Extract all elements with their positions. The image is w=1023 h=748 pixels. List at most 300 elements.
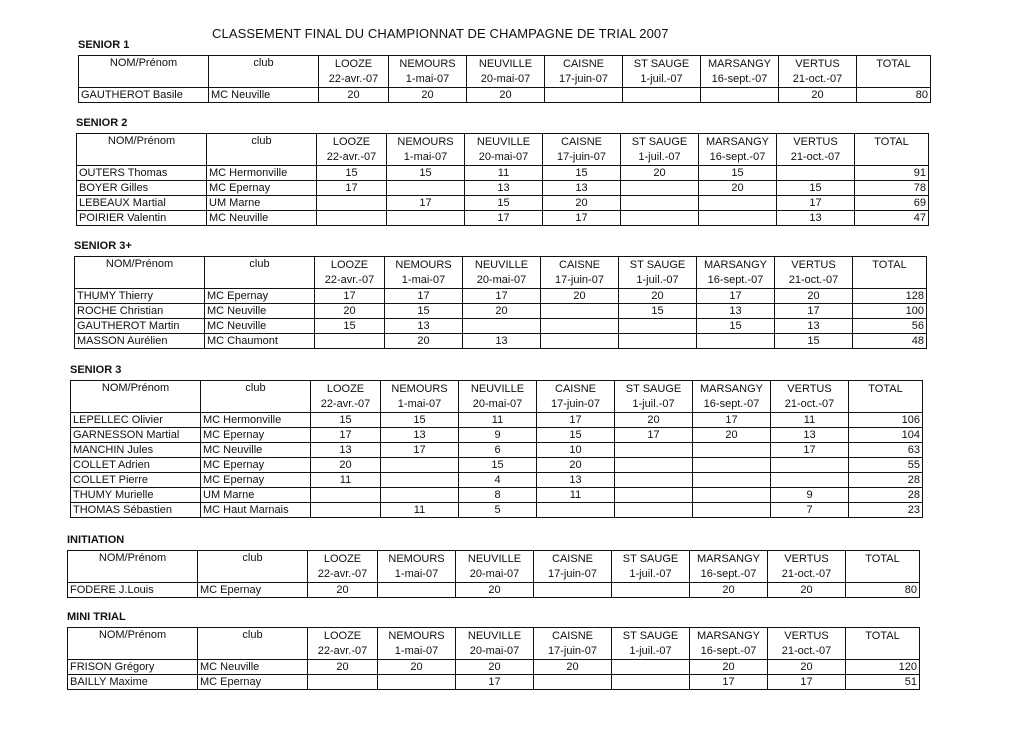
score-cell (381, 473, 459, 488)
header-club: club (205, 257, 315, 289)
rider-name: MANCHIN Jules (71, 443, 201, 458)
event-date: 1-mai-07 (401, 274, 446, 286)
total-cell: 106 (849, 413, 923, 428)
event-name: VERTUS (795, 58, 840, 70)
score-cell: 15 (537, 428, 615, 443)
rider-name: LEPELLEC Olivier (71, 413, 201, 428)
score-cell: 17 (381, 443, 459, 458)
event-name: VERTUS (793, 136, 838, 148)
rider-name: THUMY Murielle (71, 488, 201, 503)
score-cell: 20 (463, 304, 541, 319)
rider-name: MASSON Aurélien (75, 334, 205, 349)
event-name: LOOZE (323, 630, 362, 642)
header-row (68, 628, 920, 660)
rider-name: THUMY Thierry (75, 289, 205, 304)
total-cell: 69 (855, 196, 929, 211)
score-cell: 17 (768, 675, 846, 690)
header-event (768, 551, 846, 583)
score-cell (387, 181, 465, 196)
event-date: 16-sept.-07 (700, 568, 757, 580)
table-row (68, 583, 920, 598)
event-name: CAISNE (555, 383, 596, 395)
event-name: LOOZE (326, 383, 365, 395)
score-cell (315, 334, 385, 349)
total-cell: 104 (849, 428, 923, 443)
rider-club: MC Neuville (205, 304, 315, 319)
total-cell: 28 (849, 473, 923, 488)
score-cell: 20 (775, 289, 853, 304)
event-name: NEUVILLE (474, 259, 529, 271)
section-title: MINI TRIAL (67, 611, 126, 623)
event-name: CAISNE (563, 58, 604, 70)
score-cell: 15 (387, 166, 465, 181)
event-name: MARSANGY (697, 553, 760, 565)
score-cell (545, 88, 623, 103)
total-cell: 120 (846, 660, 920, 675)
header-event (389, 56, 467, 88)
header-event (771, 381, 849, 413)
results-table (74, 256, 927, 349)
event-name: NEMOURS (395, 259, 452, 271)
header-event (378, 551, 456, 583)
header-event (541, 257, 619, 289)
event-name: VERTUS (787, 383, 832, 395)
score-cell: 20 (543, 196, 621, 211)
header-total: TOTAL (853, 257, 927, 289)
header-row (75, 257, 927, 289)
results-table (67, 627, 920, 690)
header-event (699, 134, 777, 166)
total-cell: 78 (855, 181, 929, 196)
score-cell: 20 (541, 289, 619, 304)
event-name: MARSANGY (704, 259, 767, 271)
event-date: 20-mai-07 (480, 73, 531, 85)
header-total: TOTAL (846, 628, 920, 660)
rider-name: GAUTHEROT Basile (79, 88, 209, 103)
rider-club: MC Haut Marnais (201, 503, 311, 518)
header-event (701, 56, 779, 88)
score-cell: 20 (621, 166, 699, 181)
event-name: CAISNE (561, 136, 602, 148)
section-senior-1 (78, 39, 928, 103)
section-title: SENIOR 1 (78, 39, 130, 51)
header-event (775, 257, 853, 289)
table-row (77, 181, 929, 196)
document-title: CLASSEMENT FINAL DU CHAMPIONNAT DE CHAMPAGNE DE TRIAL 2007 (212, 26, 669, 41)
score-cell: 20 (456, 583, 534, 598)
table-row (71, 413, 923, 428)
section-title: INITIATION (67, 534, 125, 546)
rider-name: FODERE J.Louis (68, 583, 198, 598)
header-name: NOM/Prénom (79, 56, 209, 88)
score-cell: 13 (385, 319, 463, 334)
rider-club: MC Epernay (198, 583, 308, 598)
header-event (537, 381, 615, 413)
score-cell: 11 (459, 413, 537, 428)
score-cell: 20 (467, 88, 545, 103)
score-cell (619, 334, 697, 349)
header-event (534, 551, 612, 583)
header-event (623, 56, 701, 88)
header-row (79, 56, 931, 88)
table-row (71, 428, 923, 443)
event-date: 16-sept.-07 (709, 151, 766, 163)
score-cell (615, 503, 693, 518)
rider-club: UM Marne (201, 488, 311, 503)
score-cell: 20 (693, 428, 771, 443)
score-cell: 11 (381, 503, 459, 518)
event-date: 22-avr.-07 (317, 645, 368, 657)
event-date: 22-avr.-07 (317, 568, 368, 580)
event-name: ST SAUGE (631, 136, 688, 148)
header-total: TOTAL (849, 381, 923, 413)
header-event (459, 381, 537, 413)
score-cell (777, 166, 855, 181)
score-cell: 20 (768, 660, 846, 675)
event-name: LOOZE (332, 136, 371, 148)
event-name: CAISNE (552, 630, 593, 642)
event-date: 17-juin-07 (548, 645, 597, 657)
score-cell: 17 (311, 428, 381, 443)
score-cell: 13 (775, 319, 853, 334)
event-date: 21-oct.-07 (788, 274, 839, 286)
results-table (78, 55, 931, 103)
score-cell: 13 (771, 428, 849, 443)
rider-club: MC Neuville (209, 88, 319, 103)
score-cell: 20 (315, 304, 385, 319)
table-row (71, 458, 923, 473)
rider-club: MC Neuville (207, 211, 317, 226)
score-cell: 15 (699, 166, 777, 181)
header-total: TOTAL (846, 551, 920, 583)
score-cell (317, 211, 387, 226)
total-cell: 48 (853, 334, 927, 349)
total-cell: 47 (855, 211, 929, 226)
rider-club: MC Neuville (198, 660, 308, 675)
score-cell (697, 334, 775, 349)
event-name: MARSANGY (697, 630, 760, 642)
event-name: CAISNE (552, 553, 593, 565)
rider-name: BOYER Gilles (77, 181, 207, 196)
score-cell (771, 458, 849, 473)
header-event (308, 628, 378, 660)
score-cell: 15 (317, 166, 387, 181)
event-date: 17-juin-07 (548, 568, 597, 580)
header-name: NOM/Prénom (68, 628, 198, 660)
score-cell: 17 (456, 675, 534, 690)
header-total: TOTAL (857, 56, 931, 88)
event-name: NEMOURS (397, 136, 454, 148)
total-cell: 55 (849, 458, 923, 473)
rider-name: POIRIER Valentin (77, 211, 207, 226)
score-cell: 20 (308, 660, 378, 675)
section-initiation (67, 534, 917, 598)
header-club: club (207, 134, 317, 166)
total-cell: 128 (853, 289, 927, 304)
event-date: 1-juil.-07 (629, 568, 672, 580)
score-cell: 7 (771, 503, 849, 518)
score-cell: 15 (697, 319, 775, 334)
event-date: 1-juil.-07 (640, 73, 683, 85)
header-event (534, 628, 612, 660)
score-cell: 17 (693, 413, 771, 428)
score-cell (699, 196, 777, 211)
score-cell: 17 (771, 443, 849, 458)
score-cell (541, 334, 619, 349)
header-event (768, 628, 846, 660)
event-name: NEUVILLE (476, 136, 531, 148)
header-club: club (201, 381, 311, 413)
header-event (463, 257, 541, 289)
score-cell: 15 (775, 334, 853, 349)
score-cell: 15 (381, 413, 459, 428)
event-name: VERTUS (784, 553, 829, 565)
event-date: 16-sept.-07 (703, 398, 760, 410)
total-cell: 80 (846, 583, 920, 598)
score-cell: 20 (779, 88, 857, 103)
event-name: NEUVILLE (478, 58, 533, 70)
score-cell (621, 196, 699, 211)
table-row (79, 88, 931, 103)
header-name: NOM/Prénom (77, 134, 207, 166)
score-cell (381, 488, 459, 503)
score-cell: 17 (387, 196, 465, 211)
rider-name: ROCHE Christian (75, 304, 205, 319)
rider-name: BAILLY Maxime (68, 675, 198, 690)
table-row (71, 503, 923, 518)
score-cell (693, 503, 771, 518)
rider-club: MC Hermonville (201, 413, 311, 428)
score-cell: 17 (465, 211, 543, 226)
score-cell (612, 675, 690, 690)
event-date: 1-juil.-07 (629, 645, 672, 657)
header-event (697, 257, 775, 289)
score-cell: 9 (459, 428, 537, 443)
score-cell: 13 (537, 473, 615, 488)
score-cell: 20 (308, 583, 378, 598)
header-event (456, 628, 534, 660)
event-name: LOOZE (334, 58, 373, 70)
header-name: NOM/Prénom (75, 257, 205, 289)
score-cell: 17 (537, 413, 615, 428)
event-date: 21-oct.-07 (781, 645, 832, 657)
header-event (612, 628, 690, 660)
event-name: ST SAUGE (625, 383, 682, 395)
score-cell (378, 675, 456, 690)
score-cell: 17 (315, 289, 385, 304)
event-date: 20-mai-07 (478, 151, 529, 163)
event-date: 22-avr.-07 (326, 151, 377, 163)
header-event (690, 628, 768, 660)
event-date: 21-oct.-07 (790, 151, 841, 163)
event-name: ST SAUGE (622, 630, 679, 642)
score-cell (541, 304, 619, 319)
score-cell: 13 (311, 443, 381, 458)
event-name: VERTUS (784, 630, 829, 642)
score-cell (612, 660, 690, 675)
event-date: 21-oct.-07 (792, 73, 843, 85)
score-cell: 20 (699, 181, 777, 196)
rider-name: LEBEAUX Martial (77, 196, 207, 211)
header-event (319, 56, 389, 88)
header-event (387, 134, 465, 166)
score-cell (308, 675, 378, 690)
score-cell (615, 473, 693, 488)
score-cell: 17 (317, 181, 387, 196)
table-row (71, 473, 923, 488)
rider-club: MC Epernay (201, 473, 311, 488)
score-cell (378, 583, 456, 598)
event-name: MARSANGY (700, 383, 763, 395)
score-cell: 20 (311, 458, 381, 473)
header-event (381, 381, 459, 413)
section-title: SENIOR 3+ (74, 240, 132, 252)
section-senior-3plus (74, 240, 924, 349)
header-club: club (209, 56, 319, 88)
score-cell (615, 458, 693, 473)
header-row (71, 381, 923, 413)
score-cell: 15 (543, 166, 621, 181)
header-event (456, 551, 534, 583)
header-event (693, 381, 771, 413)
header-event (621, 134, 699, 166)
header-event (308, 551, 378, 583)
event-name: NEMOURS (388, 553, 445, 565)
rider-club: UM Marne (207, 196, 317, 211)
score-cell: 17 (385, 289, 463, 304)
event-date: 1-juil.-07 (636, 274, 679, 286)
event-date: 20-mai-07 (469, 568, 520, 580)
event-name: ST SAUGE (622, 553, 679, 565)
header-event (311, 381, 381, 413)
score-cell: 13 (543, 181, 621, 196)
score-cell (699, 211, 777, 226)
table-row (68, 675, 920, 690)
section-senior-3 (70, 364, 920, 518)
table-row (75, 304, 927, 319)
score-cell (463, 319, 541, 334)
header-event (619, 257, 697, 289)
score-cell (623, 88, 701, 103)
score-cell: 20 (690, 660, 768, 675)
score-cell: 17 (690, 675, 768, 690)
header-event (543, 134, 621, 166)
score-cell (701, 88, 779, 103)
score-cell: 13 (381, 428, 459, 443)
rider-name: THOMAS Sébastien (71, 503, 201, 518)
header-event (690, 551, 768, 583)
score-cell: 20 (378, 660, 456, 675)
score-cell (693, 473, 771, 488)
rider-club: MC Epernay (205, 289, 315, 304)
event-date: 20-mai-07 (476, 274, 527, 286)
score-cell: 17 (775, 304, 853, 319)
rider-club: MC Epernay (198, 675, 308, 690)
event-date: 17-juin-07 (551, 398, 600, 410)
header-event (777, 134, 855, 166)
score-cell: 15 (777, 181, 855, 196)
results-table (70, 380, 923, 518)
rider-name: GARNESSON Martial (71, 428, 201, 443)
event-date: 22-avr.-07 (324, 274, 375, 286)
score-cell (621, 211, 699, 226)
score-cell (619, 319, 697, 334)
total-cell: 100 (853, 304, 927, 319)
rider-name: GAUTHEROT Martin (75, 319, 205, 334)
event-date: 17-juin-07 (557, 151, 606, 163)
score-cell: 4 (459, 473, 537, 488)
rider-club: MC Epernay (207, 181, 317, 196)
header-event (612, 551, 690, 583)
event-date: 21-oct.-07 (784, 398, 835, 410)
rider-club: MC Neuville (201, 443, 311, 458)
table-row (71, 488, 923, 503)
event-name: LOOZE (323, 553, 362, 565)
score-cell (541, 319, 619, 334)
header-event (465, 134, 543, 166)
header-total: TOTAL (855, 134, 929, 166)
event-name: NEUVILLE (467, 630, 522, 642)
event-date: 1-juil.-07 (638, 151, 681, 163)
total-cell: 23 (849, 503, 923, 518)
rider-club: MC Hermonville (207, 166, 317, 181)
event-date: 17-juin-07 (555, 274, 604, 286)
event-name: ST SAUGE (633, 58, 690, 70)
score-cell (534, 675, 612, 690)
total-cell: 91 (855, 166, 929, 181)
score-cell: 17 (543, 211, 621, 226)
score-cell (615, 488, 693, 503)
score-cell (615, 443, 693, 458)
score-cell: 20 (537, 458, 615, 473)
event-date: 22-avr.-07 (328, 73, 379, 85)
event-date: 1-mai-07 (405, 73, 450, 85)
header-event (467, 56, 545, 88)
table-row (75, 334, 927, 349)
score-cell: 17 (777, 196, 855, 211)
event-date: 16-sept.-07 (711, 73, 768, 85)
rider-club: MC Chaumont (205, 334, 315, 349)
score-cell: 13 (463, 334, 541, 349)
header-event (779, 56, 857, 88)
score-cell: 6 (459, 443, 537, 458)
event-name: CAISNE (559, 259, 600, 271)
event-name: ST SAUGE (629, 259, 686, 271)
event-date: 20-mai-07 (472, 398, 523, 410)
rider-club: MC Epernay (201, 428, 311, 443)
header-club: club (198, 551, 308, 583)
header-row (77, 134, 929, 166)
score-cell: 17 (615, 428, 693, 443)
event-date: 1-mai-07 (394, 568, 439, 580)
section-title: SENIOR 3 (70, 364, 122, 376)
score-cell: 20 (534, 660, 612, 675)
score-cell (771, 473, 849, 488)
score-cell: 15 (619, 304, 697, 319)
event-name: MARSANGY (706, 136, 769, 148)
event-name: LOOZE (330, 259, 369, 271)
event-name: NEUVILLE (470, 383, 525, 395)
score-cell: 11 (771, 413, 849, 428)
section-senior-2 (76, 117, 926, 226)
header-event (315, 257, 385, 289)
score-cell: 15 (385, 304, 463, 319)
rider-name: FRISON Grégory (68, 660, 198, 675)
score-cell: 17 (697, 289, 775, 304)
score-cell: 9 (771, 488, 849, 503)
event-date: 1-mai-07 (394, 645, 439, 657)
score-cell: 8 (459, 488, 537, 503)
